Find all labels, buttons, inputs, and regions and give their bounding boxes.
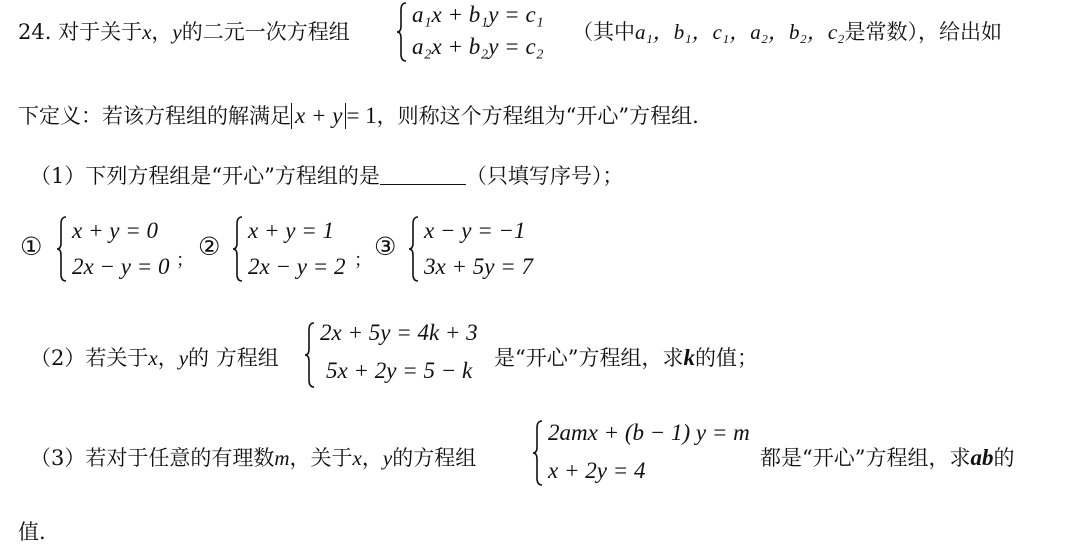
part2-label: （2） (30, 346, 86, 370)
option-3-mark: ③ (374, 232, 397, 261)
option-1-mark: ① (20, 232, 43, 261)
var-y: y (172, 20, 182, 44)
part3-label: （3） (30, 446, 86, 470)
option-2: ② x + y = 1 2x − y = 2 ； (198, 210, 368, 290)
option-1-eq-2: 2x − y = 0 (72, 254, 170, 279)
option-1: ① x + y = 0 2x − y = 0 ； (20, 210, 190, 290)
part3-continuation: 值. (18, 520, 46, 544)
part1-label: （1） (30, 164, 86, 188)
part2-question-end: 是“开心”方程组，求k的值； (494, 345, 758, 370)
part3-question-end: 都是“开心”方程组，求ab的 (760, 445, 1015, 470)
part2-eq-2: 5x + 2y = 5 − k (326, 358, 473, 383)
left-brace-icon (396, 2, 408, 62)
intro-text: 对于关于 (58, 20, 143, 44)
option-2-eq-2: 2x − y = 2 (248, 254, 346, 279)
left-brace-icon (532, 420, 544, 486)
general-eq-1: a₁x + b₁y = c₁ (412, 2, 544, 27)
problem-line-1: 24. 对于关于x，y的二元一次方程组 (18, 20, 350, 44)
left-brace-icon (232, 216, 244, 282)
answer-blank[interactable] (380, 162, 466, 185)
general-system (396, 0, 566, 64)
option-1-eq-1: x + y = 0 (72, 218, 158, 243)
var-x: x (142, 20, 152, 44)
constants-list: a₁，b₁，c₁，a₂，b₂，c₂ (635, 20, 845, 44)
left-brace-icon (408, 216, 420, 282)
general-eq-2: a₂x + b₂y = c₂ (412, 34, 544, 59)
option-2-eq-1: x + y = 1 (248, 218, 334, 243)
left-brace-icon (56, 216, 68, 282)
problem-number: 24. (18, 20, 52, 44)
part1-question: （1）下列方程组是“开心”方程组的是 （只填写序号）； (30, 164, 624, 188)
binary-text: 的二元一次方程组 (181, 20, 350, 44)
option-3-eq-1: x − y = −1 (424, 218, 526, 243)
left-brace-icon (304, 322, 316, 388)
option-3-eq-2: 3x + 5y = 7 (424, 254, 533, 279)
part2-system (304, 318, 494, 394)
part3-system (532, 416, 758, 492)
condition-rhs: = 1 (346, 103, 377, 128)
problem-line-2: 下定义：若该方程组的解满足 x + y = 1，则称这个方程组为“开心”方程组. (18, 103, 699, 128)
part2-eq-1: 2x + 5y = 4k + 3 (320, 320, 478, 345)
option-2-mark: ② (198, 232, 221, 261)
part3-eq-1: 2amx + (b − 1) y = m (548, 420, 750, 445)
part2-question-start: （2）若关于x，y的 方程组 (30, 346, 279, 370)
part3-question-start: （3）若对于任意的有理数m，关于x，y的方程组 (30, 446, 477, 470)
abs-condition: x + y (291, 103, 346, 129)
option-3 (374, 210, 554, 290)
part3-eq-2: x + 2y = 4 (548, 458, 646, 483)
problem-line-1-tail: （其中a₁，b₁，c₁，a₂，b₂，c₂是常数），给出如 (572, 20, 1002, 44)
